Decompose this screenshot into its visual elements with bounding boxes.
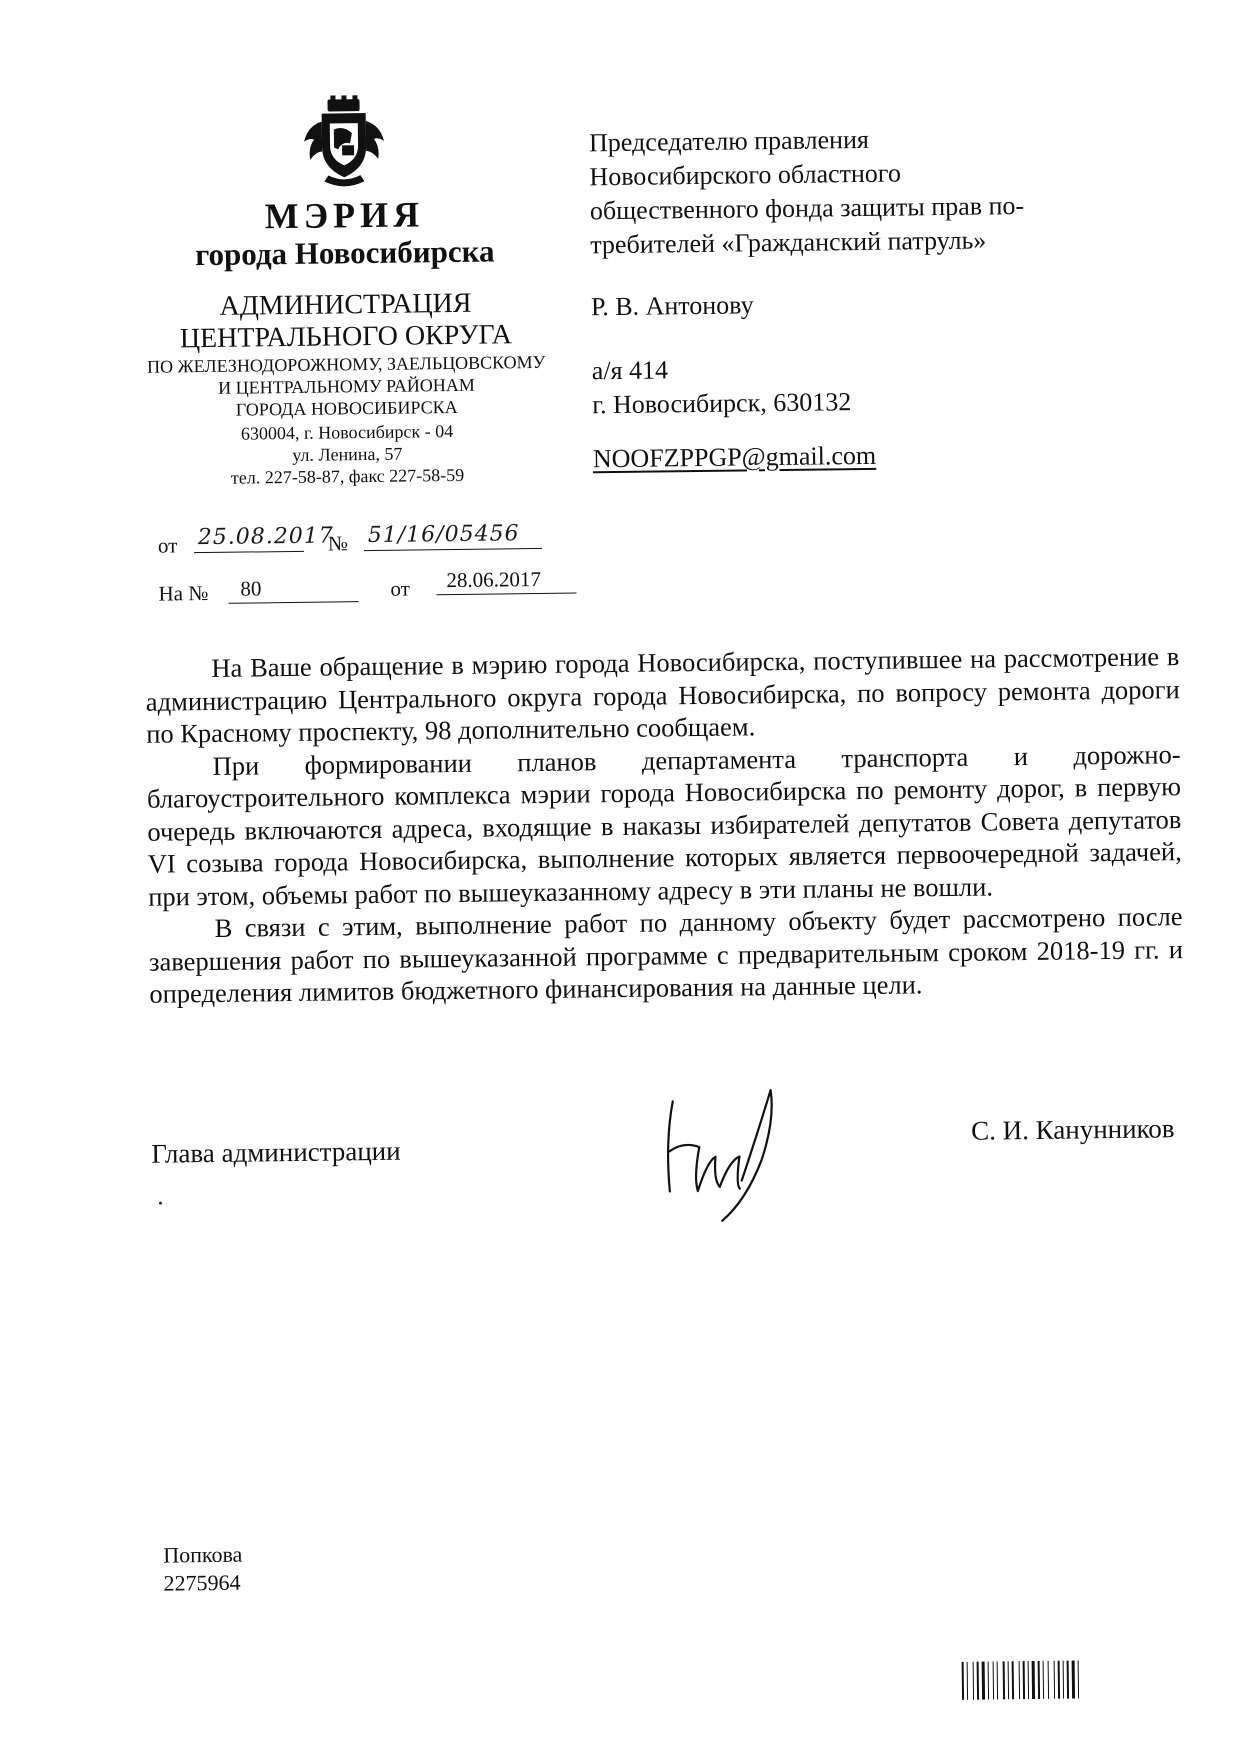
handwritten-signature [653,1080,825,1232]
coat-of-arms-icon [297,95,390,188]
ref-number: 80 [228,575,358,604]
executor-name: Попкова [163,1541,243,1568]
executor-block [163,1541,243,1598]
sender-phone: тел. 227-58-87, факс 227-58-59 [230,464,465,488]
recipient-block [589,120,1113,476]
city-title: города Новосибирска [194,233,495,273]
signature-role: Глава администрации [151,1135,401,1169]
reg-date-handwritten: 25.08.2017 [194,524,304,553]
districts-line3: ГОРОДА НОВОСИБИРСКА [235,396,458,420]
districts-line2: И ЦЕНТРАЛЬНОМУ РАЙОНАМ [218,374,475,398]
reference-line [158,566,578,606]
recipient-line1: Председателю правления [588,124,870,158]
speck [159,1202,162,1205]
body-paragraph-3: В связи с этим, выполнение работ по данному объекту будет рассмотрено после завершения работ по вышеуказанной программе с предварительным сроком 2018-19 гг. и определения лимитов бюджетного финансирования на данные цели. [148,901,1184,1009]
recipient-po-box: а/я 414 [591,355,669,386]
reg-from-label: от [157,533,178,558]
admin-title-line1: АДМИНИСТРАЦИЯ [219,287,472,322]
sender-block [130,93,560,490]
ref-from-label: от [390,576,411,601]
ref-na-label: На № [158,581,209,606]
reg-number-handwritten: 51/16/05456 [364,521,542,551]
districts-line1: ПО ЖЕЛЕЗНОДОРОЖНОМУ, ЗАЕЛЬЦОВСКОМУ [146,351,546,377]
recipient-name: Р. В. Антонову [590,290,754,322]
recipient-email: NOOFZPPGP@gmail.com [592,440,877,474]
barcode-icon [958,1658,1147,1712]
reg-number-label: № [327,531,349,556]
recipient-line4: требителей «Гражданский патруль» [590,225,987,260]
signatory-name: С. И. Канунников [970,1113,1175,1146]
sender-street: ул. Ленина, 57 [292,443,403,465]
recipient-line2: Новосибирского областного [589,158,902,192]
registration-line [157,521,558,558]
recipient-line3: общественного фонда защиты прав по- [589,191,1025,226]
mayor-title: МЭРИЯ [264,194,425,237]
executor-phone: 2275964 [163,1569,241,1596]
admin-title-line2: ЦЕНТРАЛЬНОГО ОКРУГА [179,319,513,355]
body-paragraph-2: При формировании планов департамента транспорта и дорожно-благоустроительного комплекса мэрии города Новосибирска по ремонту дорог, в первую очередь включаются адреса, входящие в наказы избирателей депутатов Совета депутатов VI созыва города Новосибирска, выполнение которых является первоочередной задачей, при этом, объемы работ по вышеуказанному адресу в эти планы не вошли. [146,738,1182,912]
sender-postal: 630004, г. Новосибирск - 04 [240,421,454,444]
letter-body [145,640,1183,1010]
body-paragraph-1: На Ваше обращение в мэрию города Новосибирска, поступившее на рассмотрение в администрацию Центрального округа города Новосибирска, по вопросу ремонта дороги по Красному проспекту, 98 дополнительно сообщаем. [145,641,1180,749]
recipient-city: г. Новосибирск, 630132 [592,387,852,420]
ref-date: 28.06.2017 [436,567,576,596]
